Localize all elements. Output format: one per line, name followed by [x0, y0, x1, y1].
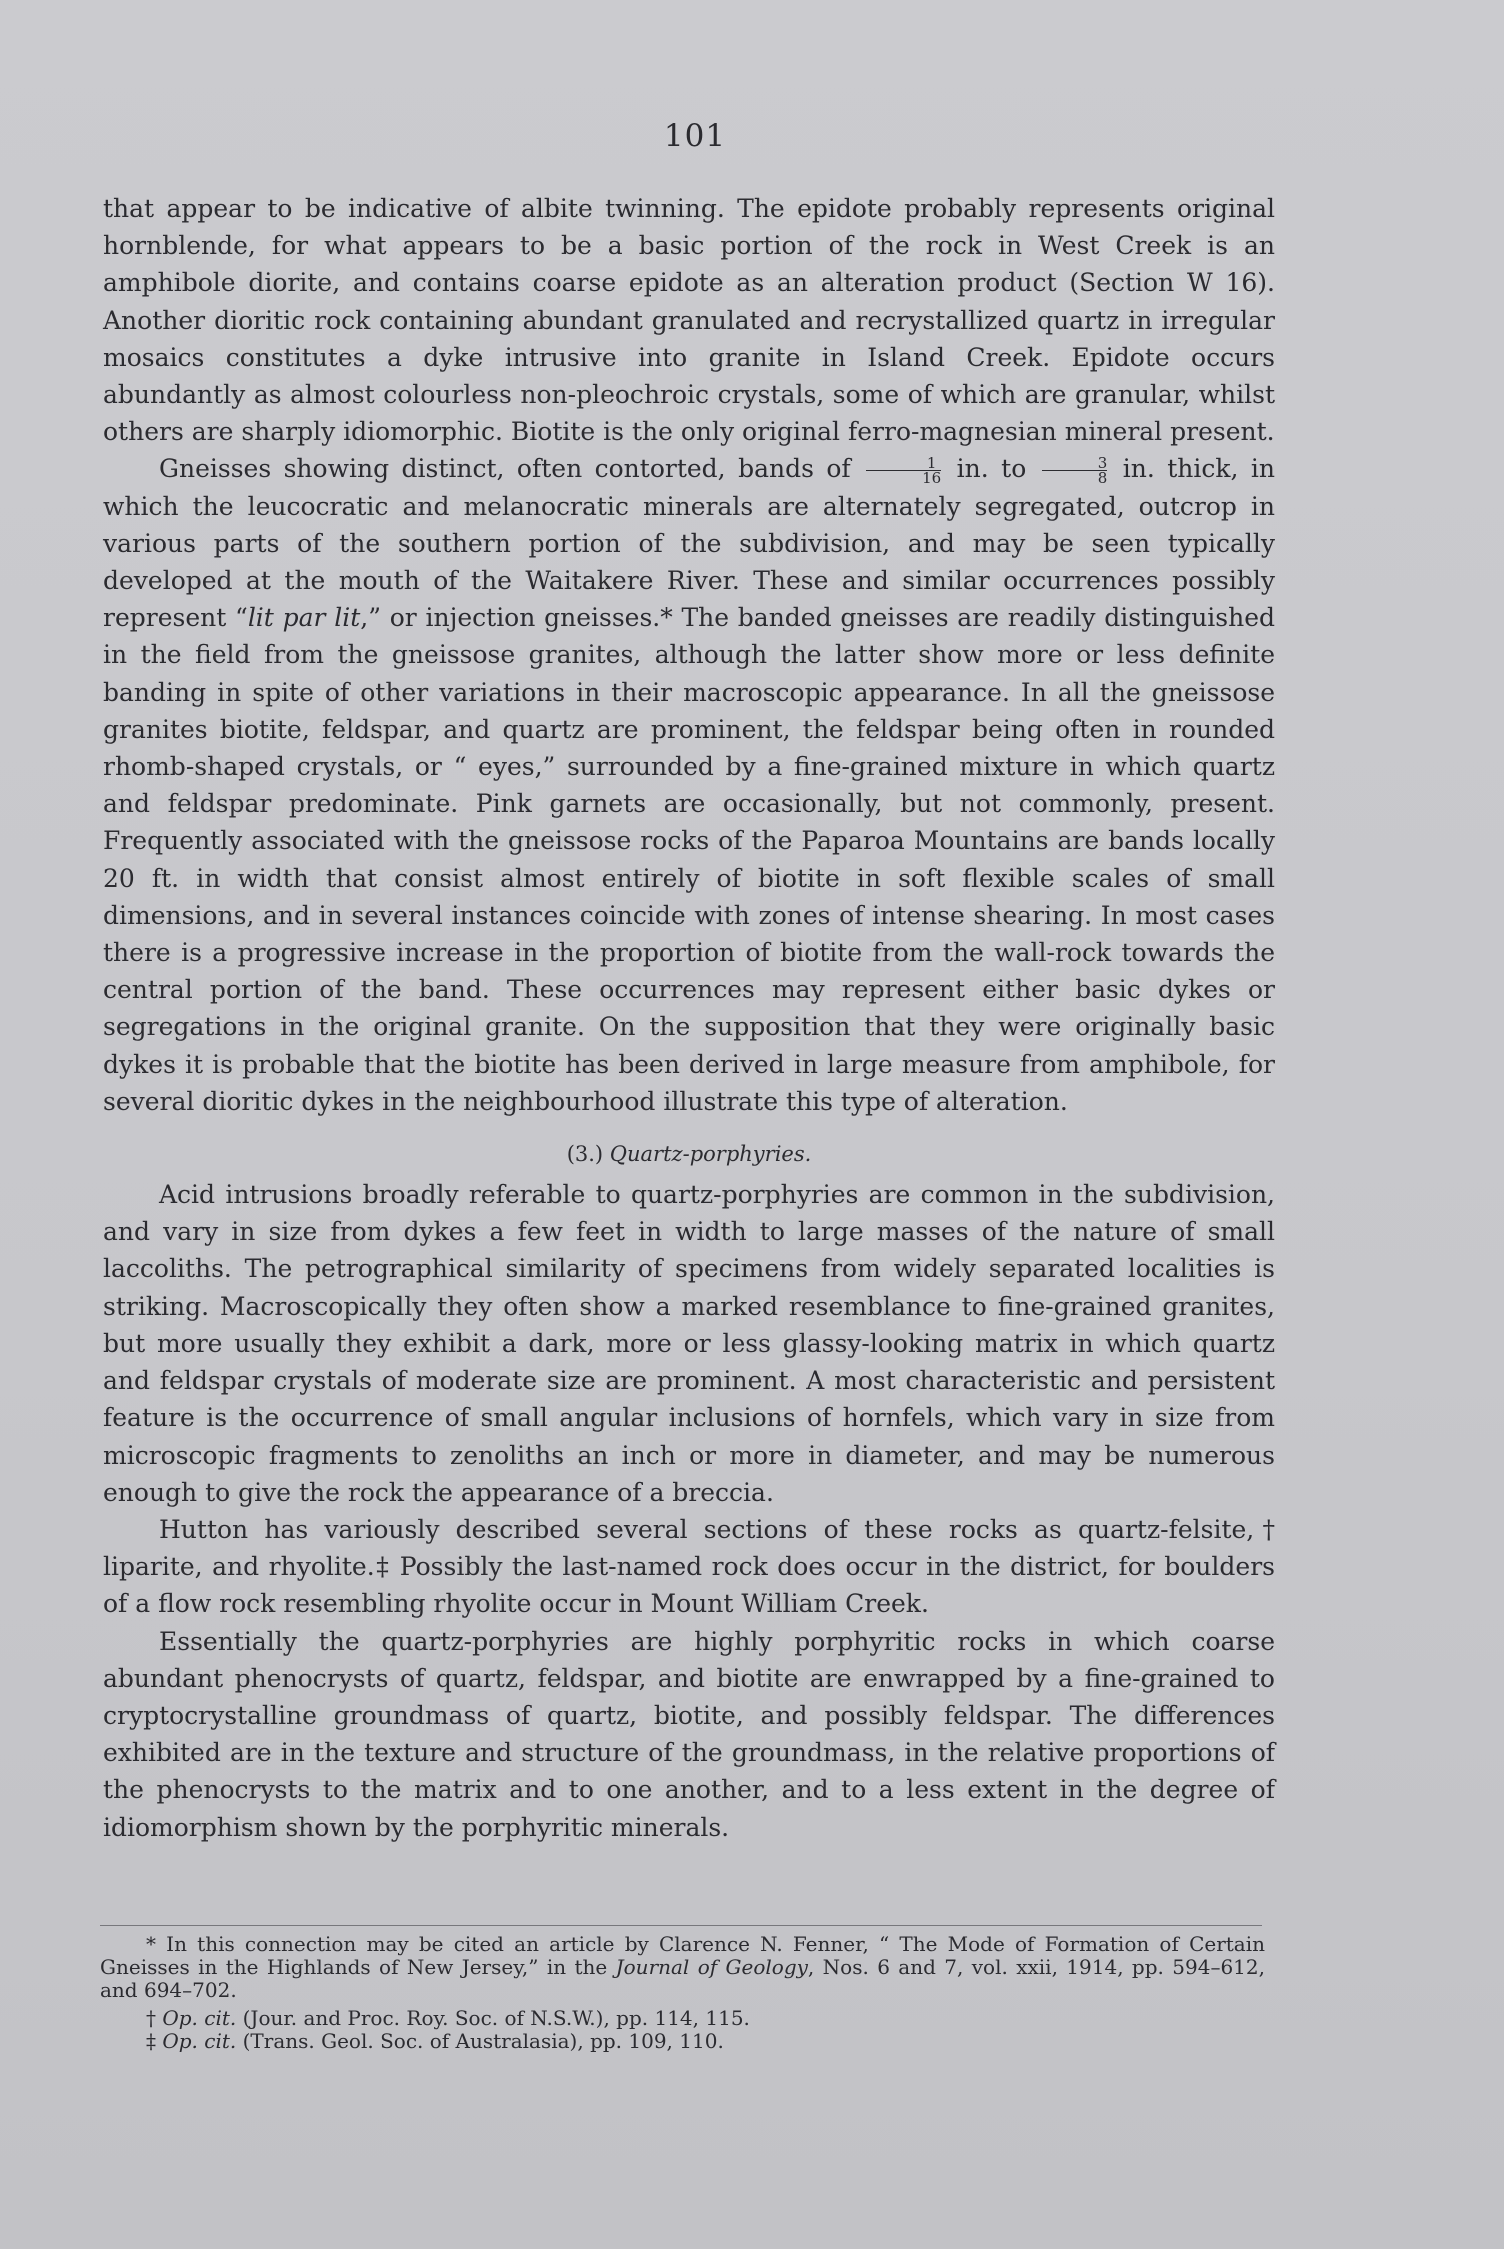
footnote-dagger-text: (Jour. and Proc. Roy. Soc. of N.S.W.), pp. 114, 115. [242, 2006, 750, 2030]
footnote-double-dagger-text: (Trans. Geol. Soc. of Australasia), pp. 109, 110. [242, 2029, 724, 2053]
paragraph-2-part-4: ,” or injection gneisses.* The banded gneisses are readily distinguished in the field from the gneissose granites, although the latter show more or less definite banding in spite of other variations in their macroscopic appearance. In all the gneissose granites biotite, feldspar, and quartz are prominent, the feldspar being often in rounded rhomb-shaped crystals, or “ eyes,” surrounded by a fine-grained mixture in which quartz and feldspar predominate. Pink garnets are occasionally, but not commonly, present. Frequently associated with the gneissose rocks of the Paparoa Mountains are bands locally 20 ft. in width that consist almost entirely of biotite in soft flexible scales of small dimensions, and in several instances coincide with zones of intense shearing. In most cases there is a progressive increase in the proportion of biotite from the wall-rock towards the central portion of the band. These occurrences may represent either basic dykes or segregations in the original granite. On the supposition that they were originally basic dykes it is probable that the biotite has been derived in large measure from amphibole, for several dioritic dykes in the neighbourhood illustrate this type of alteration. [103, 603, 1276, 1116]
page-number: 101 [663, 118, 727, 154]
footnote-star [100, 1933, 1265, 2002]
body-text [103, 190, 1275, 1846]
section-title: Quartz-porphyries. [609, 1142, 812, 1167]
paragraph-2 [103, 450, 1275, 1120]
footnote-dagger [100, 2007, 1265, 2030]
paragraph-5: Essentially the quartz-porphyries are highly porphyritic rocks in which coarse abundant phenocrysts of quartz, feldspar, and biotite are enwrapped by a fine-grained to cryptocrystalline groundmass of quartz, biotite, and possibly feldspar. The differences exhibited are in the texture and structure of the groundmass, in the relative proportions of the phenocrysts to the matrix and to one another, and to a less extent in the degree of idiomorphism shown by the porphyritic minerals. [103, 1626, 1275, 1842]
footnote-double-dagger-mark: ‡ [146, 2029, 156, 2053]
footnote-star-text-a: * In this connection may be cited an article by Clarence N. Fenner, “ The Mode of Formation of Certain Gneisses in the Highlands of New Jersey,” in the [100, 1932, 1265, 1979]
footnote-star-journal: Journal of Geology [615, 1955, 808, 1979]
footnote-star-text-b: , Nos. 6 and 7, vol. xxii, 1914, pp. 594–612, and 694–702. [100, 1955, 1265, 2002]
fraction-denominator: 16 [922, 469, 942, 488]
paragraph-2-part-1: Gneisses showing distinct, often contorted, bands of [159, 454, 851, 484]
paragraph-2-part-2: in. to [956, 454, 1027, 484]
fraction-denominator: 8 [1097, 469, 1108, 488]
paragraph-4: Hutton has variously described several sections of these rocks as quartz-felsite,† liparite, and rhyolite.‡ Possibly the last-named rock does occur in the district, for boulders of a flow rock resembling rhyolite occur in Mount William Creek. [103, 1514, 1275, 1619]
footnote-dagger-mark: † [146, 2006, 156, 2030]
fraction-one-sixteenth [866, 454, 942, 488]
paragraph-3: Acid intrusions broadly referable to quartz-porphyries are common in the subdivision, and vary in size from dykes a few feet in width to large masses of the nature of small laccoliths. The petrographical similarity of specimens from widely separated localities is striking. Macroscopically they often show a marked resemblance to fine-grained granites, but more usually they exhibit a dark, more or less glassy-looking matrix in which quartz and feldspar crystals of moderate size are prominent. A most characteristic and persistent feature is the occurrence of small angular inclusions of hornfels, which vary in size from microscopic fragments to zenoliths an inch or more in diameter, and may be numerous enough to give the rock the appearance of a breccia. [103, 1180, 1275, 1507]
footnote-divider [100, 1925, 1262, 1926]
footnote-double-dagger-cite: Op. cit. [162, 2029, 237, 2053]
fraction-three-eighths [1042, 454, 1108, 488]
footnote-dagger-cite: Op. cit. [162, 2006, 237, 2030]
fraction-numerator: 3 [1042, 456, 1108, 471]
footnotes [100, 1933, 1265, 2053]
section-heading [103, 1138, 1275, 1170]
section-number: (3.) [566, 1142, 604, 1167]
paragraph-2-part-3: in. thick, in which the leucocratic and melanocratic minerals are alternately segregated, outcrop in various parts of the southern portion of the subdivision, and may be seen typically developed at the mouth of the Waitakere River. These and similar occurrences possibly represent “ [103, 454, 1275, 633]
lit-par-lit-term: lit par lit [247, 603, 361, 633]
footnote-double-dagger [100, 2030, 1265, 2053]
fraction-numerator: 1 [866, 456, 941, 471]
paragraph-1: that appear to be indicative of albite twinning. The epidote probably represents original hornblende, for what appears to be a basic portion of the rock in West Creek is an amphibole diorite, and contains coarse epidote as an alteration product (Section W 16). Another dioritic rock containing abundant granulated and recrystallized quartz in irregular mosaics constitutes a dyke intrusive into granite in Island Creek. Epidote occurs abundantly as almost colourless non-pleochroic crystals, some of which are granular, whilst others are sharply idiomorphic. Biotite is the only original ferro-magnesian mineral present. [103, 194, 1275, 447]
